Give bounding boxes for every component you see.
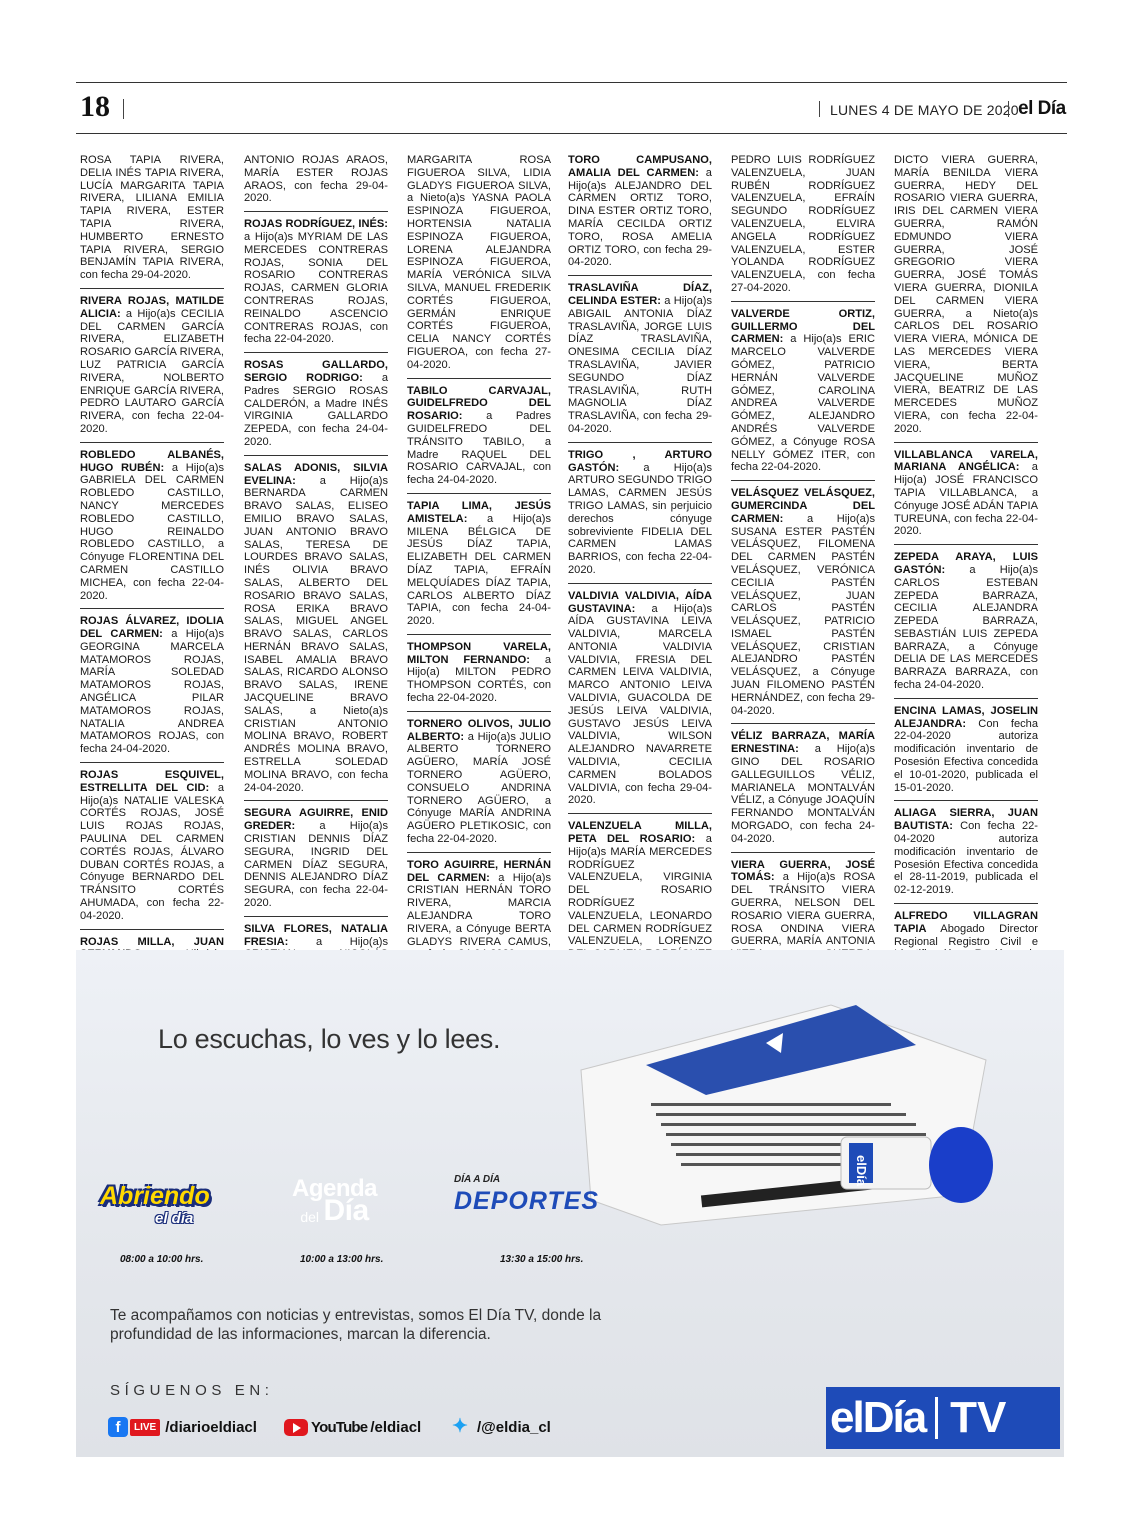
newspaper-logo: el Día	[1018, 98, 1066, 119]
youtube-handle: /eldiacl	[370, 1418, 422, 1436]
notice-text: a Hijo(a)s GINO DEL ROSARIO GALLEGUILLOS VÉLIZ, MARIANELA MONTALVÁN VÉLIZ, a Cónyuge JOAQUÍN FERNANDO MONTALVÁN MORGADO, con fecha 24-04-2020.	[731, 743, 875, 845]
show-3-pretitle: DÍA A DÍA	[454, 1174, 501, 1185]
notice-entry	[407, 154, 551, 379]
notice-deceased-name: SALAS ADONIS, SILVIA EVELINA:	[244, 461, 388, 487]
notice-entry	[894, 449, 1038, 546]
notice-deceased-name: ENCINA LAMAS, JOSELIN ALEJANDRA:	[894, 704, 1038, 730]
twitter-handle: /@eldia_cl	[477, 1418, 551, 1436]
notice-entry	[244, 359, 388, 456]
eldia-tv-advertisement	[76, 950, 1064, 1457]
header-separator	[1008, 101, 1009, 117]
notice-entry	[244, 807, 388, 916]
youtube-link[interactable]	[284, 1417, 421, 1437]
show-2-title-c: Día	[323, 1194, 369, 1227]
notice-text: a Hijo(a)s CRISTIAN HERNÁN TORO RIVERA, MARCIA ALEJANDRA TORO RIVERA, a Cónyuge BERTA GLADYS RIVERA CAMUS,	[407, 871, 551, 948]
issue-date: LUNES 4 DE MAYO DE 2020	[830, 102, 1019, 118]
notice-deceased-name: TABILO CARVAJAL, GUIDELFREDO DEL ROSARIO:	[407, 384, 551, 423]
facebook-handle: /diarioeldiacl	[165, 1418, 257, 1436]
notice-deceased-name: RIVERA ROJAS, MATILDE ALICIA:	[80, 294, 224, 320]
mic-label: elDía	[854, 1155, 869, 1187]
notice-text: a Hijo(a)s ROSA DEL TRÁNSITO VIERA GUERRA, NELSON DEL ROSARIO VIERA GUERRA, ROSA ONDINA VIERA GUERRA, MARÍA ANTONIA	[731, 871, 875, 948]
notice-text: a Hijo(a)s	[315, 935, 388, 948]
show-2-title-b: del	[300, 1209, 320, 1225]
notice-entry	[80, 154, 224, 289]
notice-text: a Hijo(a)s BERNARDA CARMEN BRAVO SALAS, ELISEO EMILIO BRAVO SALAS, JUAN ANTONIO BRAVO SALAS, TERESA DE LOURDES BRAVO SALAS, INÉS OLIVIA BRAVO SALAS, ALBERTO DEL ROSARIO BRAVO SALAS, ROSA ERIKA BRAVO SALAS, MIGUEL ANGEL BRAVO SALAS, CARLOS HERNÁN BRAVO SALAS, ISABEL AMALIA BRAVO SALAS, RICARDO ALONSO BRAVO SALAS, IRENE JACQUELINE BRAVO SALAS, a Nieto(a)s CRISTIAN ANTONIO MOLINA BRAVO, ROBERT ANDRÉS MOLINA BRAVO, ESTRELLA SOLEDAD MOLINA BRAVO, con fecha 24-04-2020.	[244, 474, 388, 794]
notice-text: Con fecha 22-04-2020 autoriza modificación inventario de Posesión Efectiva concedida el 28-11-2019, publicada el 02-12-2019.	[894, 820, 1038, 897]
show-1-time: 08:00 a 10:00 hrs.	[120, 1254, 204, 1265]
notice-entry	[80, 769, 224, 930]
tv-logo-divider	[935, 1397, 938, 1439]
notice-deceased-name: ROJAS ÁLVAREZ, IDOLIA DEL CARMEN:	[80, 615, 224, 641]
notice-entry	[80, 615, 224, 763]
notice-entry	[894, 154, 1038, 443]
notice-deceased-name: SEGURA AGUIRRE, ENID GREDER:	[244, 807, 388, 833]
notice-text: a Hijo(a)s NATALIE VALESKA CORTÉS ROJAS, JOSÉ LUIS ROJAS ROJAS, PAULINA DEL CARMEN CORTÉS ROJAS, ÁLVARO DUBAN CORTÉS ROJAS, a Cónyuge BERNARDO DEL TRÁNSITO CORTÉS AHUMADA, con fecha 22-04-2020.	[80, 781, 224, 922]
notice-entry	[568, 449, 712, 584]
notice-column-1	[80, 154, 224, 948]
notice-deceased-name: TORNERO OLIVOS, JULIO ALBERTO:	[407, 717, 551, 743]
notice-column-6	[894, 154, 1038, 948]
notice-deceased-name: ROSAS GALLARDO, SERGIO RODRIGO:	[244, 359, 388, 384]
notice-entry	[80, 295, 224, 443]
show-abriendo-el-dia	[100, 1182, 210, 1227]
notice-deceased-name: VALENZUELA MILLA, PETA DEL ROSARIO:	[568, 820, 712, 846]
notice-text: a Hijo(a)s CARLOS ESTEBAN ZEPEDA BARRAZA, CECILIA ALEJANDRA ZEPEDA BARRAZA, SEBASTIÁN LUIS ZEPEDA BARRAZA, a Cónyuge DELIA DE LAS MERCEDES BARRAZA BARRAZA, con fecha 24-04-2020.	[894, 563, 1038, 692]
notice-text: a Hijo(a)s CECILIA DEL CARMEN GARCÍA RIVERA, ELIZABETH ROSARIO GARCÍA RIVERA, LUZ PATRICIA GARCÍA RIVERA, NOLBERTO ENRIQUE GARCÍA RIVERA, PEDRO LAUTARO GARCÍA RIVERA, con fecha 22-04-2020.	[80, 307, 224, 435]
live-badge: LIVE	[130, 1419, 160, 1436]
notice-entry	[568, 154, 712, 276]
notice-deceased-name: ZEPEDA ARAYA, LUIS GASTÓN:	[894, 551, 1038, 576]
show-3-time: 13:30 a 15:00 hrs.	[500, 1254, 584, 1265]
notice-deceased-name: TORO AGUIRRE, HERNÁN DEL CARMEN:	[407, 858, 551, 884]
notice-entry	[731, 487, 875, 724]
notice-entry	[407, 641, 551, 712]
notice-text: a Hijo(a)s ALEJANDRO DEL CARMEN ORTIZ TORO, DINA ESTER ORTIZ TORO, MARÍA CECILDA ORTIZ TORO, ROSA AMELIA ORTIZ TORO, con fecha 29-04-2020.	[568, 166, 712, 269]
notice-entry	[244, 218, 388, 353]
tv-logo-tv: TV	[950, 1393, 1007, 1442]
facebook-link[interactable]	[108, 1417, 257, 1437]
notice-text: a Hijo(a)s MARÍA MERCEDES RODRÍGUEZ VALENZUELA, VIRGINIA DEL ROSARIO RODRÍGUEZ VALENZUELA, LEONARDO DEL CARMEN RODRÍGUEZ VALENZUELA, LORENZO	[568, 833, 712, 948]
notice-deceased-name: ROJAS RODRÍGUEZ, INÉS:	[244, 218, 388, 231]
twitter-bird-icon: ✦	[452, 1416, 468, 1437]
notice-text: a Hijo(a)s GABRIELA DEL CARMEN ROBLEDO CASTILLO, NANCY MERCEDES ROBLEDO CASTILLO, HUGO REINALDO ROBLEDO CASTILLO, a Cónyuge FLORENTINA DEL CARMEN CASTILLO MICHEA, con fecha 22-04-2020.	[80, 461, 224, 602]
notice-text: a Padres GUIDELFREDO DEL TRÁNSITO TABILO, a Madre RAQUEL DEL ROSARIO CARVAJAL, con fecha 24-04-2020.	[407, 410, 551, 487]
header-separator	[819, 101, 820, 117]
notice-text: Con fecha 22-04-2020 autoriza modificación inventario de Posesión Efectiva concedida el 10-01-2020, publicada el 15-01-2020.	[894, 717, 1038, 794]
youtube-wordmark: YouTube	[311, 1418, 368, 1436]
notice-deceased-name: ROBLEDO ALBANÉS, HUGO RUBÉN:	[80, 448, 224, 474]
facebook-icon: f	[108, 1417, 128, 1437]
ad-tagline: Lo escuchas, lo ves y lo lees.	[158, 1024, 501, 1054]
notice-entry	[731, 308, 875, 481]
notice-text: ROSA TAPIA RIVERA, DELIA INÉS TAPIA RIVERA, LUCÍA MARGARITA TAPIA RIVERA, LILIANA EMILIA TAPIA RIVERA, ESTER TAPIA RIVERA, HUMBERTO ERNESTO TAPIA RIVERA, SERGIO BENJAMÍN TAPIA RIVERA, con fecha 29-04-2020.	[80, 154, 224, 282]
notice-text: a Hijo(a)s GEORGINA MARCELA MATAMOROS ROJAS, MARÍA SOLEDAD MATAMOROS ROJAS, ANGÉLICA PILAR MATAMOROS ROJAS, NATALIA ANDREA MATAMOROS ROJAS, con fecha 24-04-2020.	[80, 628, 224, 756]
notice-deceased-name: VÉLIZ BARRAZA, MARÍA ERNESTINA:	[731, 730, 875, 756]
notice-entry	[894, 705, 1038, 802]
notice-entry	[80, 449, 224, 610]
eldia-tv-logo	[826, 1387, 1060, 1449]
header-separator	[123, 99, 124, 119]
notice-text: a Hijo(a)s MILENA BÉLGICA DE JESÚS DÍAZ TAPIA, ELIZABETH DEL CARMEN DÍAZ TAPIA, EFRAÍN MELQUÍADES DÍAZ TAPIA, CARLOS ALBERTO DÍAZ TAPIA, con fecha 24-04-2020.	[407, 512, 551, 628]
notice-text: a Hijo(a)s ARTURO SEGUNDO TRIGO LAMAS, CARMEN JESÚS TRIGO LAMAS, sin perjuicio derechos cónyuge sobreviviente FIDELIA DEL CARMEN LAMAS BARRIOS, con fecha 22-04-2020.	[568, 461, 712, 576]
notice-text: DICTO VIERA GUERRA, MARÍA BENILDA VIERA GUERRA, HEDY DEL ROSARIO VIERA GUERRA, IRIS DEL CARMEN VIERA GUERRA, RAMÓN EDMUNDO VIERA GUERRA, JOSÉ GREGORIO VIERA GUERRA, JOSÉ TOMÁS VIERA GUERRA, DIONILA DEL CARMEN VIERA GUERRA, a Nieto(a)s CARLOS DEL ROSARIO VIERA VIERA, MÓNICA DE LAS MERCEDES VIERA VIERA, BERTA JACQUELINE MUÑOZ VIERA, BEATRIZ DE LAS MERCEDES MUÑOZ VIERA, con fecha 22-04-2020.	[894, 154, 1038, 435]
notice-text: a Hijo(a)s MYRIAM DE LAS MERCEDES CONTRERAS ROJAS, SONIA DEL ROSARIO CONTRERAS ROJAS, CARMEN GLORIA CONTRERAS ROJAS, REINALDO ASCENCIO CONTRERAS ROJAS, con fecha 22-04-2020.	[244, 230, 388, 346]
header-rule-bottom	[76, 133, 1067, 134]
notice-entry	[894, 551, 1038, 699]
notice-deceased-name: TORO CAMPUSANO, AMALIA DEL CARMEN:	[568, 154, 712, 179]
youtube-icon	[284, 1419, 308, 1436]
notice-deceased-name: ROJAS MILLA, JUAN	[80, 935, 224, 948]
show-3-title: DEPORTES	[454, 1187, 600, 1215]
notice-entry	[407, 500, 551, 635]
notice-deceased-name: VELÁSQUEZ VELÁSQUEZ, GUMERCINDA DEL CARMEN:	[731, 487, 875, 525]
newspaper-microphone-illustration	[531, 985, 991, 1225]
notice-text: a Hijo(a)s JULIO ALBERTO TORNERO AGÜERO, MARÍA JOSÉ TORNERO AGÜERO, CONSUELO ANDRINA TORNERO AGÜERO, a Cónyuge MARÍA ANDRINA AGÜERO PLETIKOSIC, con fecha 22-04-2020.	[407, 730, 551, 846]
header-rule-top	[76, 82, 1067, 83]
show-agenda-del-dia	[292, 1175, 378, 1228]
notice-deceased-name: VIERA GUERRA, JOSÉ TOMÁS:	[731, 858, 875, 884]
notice-column-2	[244, 154, 388, 948]
notice-entry	[894, 807, 1038, 904]
notice-deceased-name: TAPIA LIMA, JESÚS AMISTELA:	[407, 499, 551, 525]
show-1-title: Abriendo	[100, 1182, 210, 1210]
notice-entry	[568, 590, 712, 815]
notice-text: ANTONIO ROJAS ARAOS, MARÍA ESTER ROJAS ARAOS, con fecha 29-04-2020.	[244, 154, 388, 205]
notice-text: a Hijo(a)s ABIGAIL ANTONIA DÍAZ TRASLAVIÑA, JORGE LUIS DÍAZ TRASLAVIÑA, ONESIMA CECILIA DÍAZ TRASLAVIÑA, JAVIER SEGUNDO DÍAZ TRASLAVIÑA, RUTH MAGNOLIA DÍAZ TRASLAVIÑA, con fecha 29-04-2020.	[568, 294, 712, 435]
notice-entry	[244, 462, 388, 802]
page-number: 18	[80, 90, 110, 123]
notice-text: a Hijo(a) JOSÉ FRANCISCO TAPIA VILLABLANCA, a Cónyuge JOSÉ ADÁN TAPIA TUREUNA, con fecha 22-04-2020.	[894, 461, 1038, 538]
notice-text: a Hijo(a)s AÍDA GUSTAVINA LEIVA VALDIVIA, MARCELA ANTONIA VALDIVIA VALDIVIA, FRESIA DEL CARMEN LEIVA VALDIVIA, MARCO ANTONIO LEIVA VALDIVIA, GUACOLDA DE JESÚS LEIVA VALDIVIA, GUSTAVO JESÚS LEIVA VALDIVIA, WILSON ALEJANDRO NAVARRETE VALDIVIA, CECILIA CARMEN BOLADOS VALDIVIA, con fecha 29-04-2020.	[568, 602, 712, 807]
notice-entry	[731, 154, 875, 302]
notice-text: PEDRO LUIS RODRÍGUEZ VALENZUELA, JUAN RUBÉN RODRÍGUEZ VALENZUELA, EFRAÍN SEGUNDO RODRÍGUEZ VALENZUELA, ELVIRA ANGELA RODRÍGUEZ VALENZUELA, ESTER YOLANDA RODRÍGUEZ VALENZUELA, con fecha 27-04-2020.	[731, 154, 875, 294]
show-2-title-a: Agenda	[292, 1175, 378, 1202]
notice-deceased-name: ROJAS ESQUIVEL, ESTRELLITA DEL CID:	[80, 769, 224, 794]
notice-entry	[731, 730, 875, 852]
tv-logo-brand: elDía	[830, 1393, 926, 1442]
notice-deceased-name: TRASLAVIÑA DÍAZ, CELINDA ESTER:	[568, 282, 712, 307]
notice-deceased-name: VALDIVIA VALDIVIA, AÍDA GUSTAVINA:	[568, 589, 712, 615]
follow-label: SÍGUENOS EN:	[110, 1382, 274, 1399]
notice-text: Abogado Director Regional Registro Civil e	[894, 922, 1038, 948]
show-1-subtitle: el día	[155, 1210, 194, 1227]
notice-deceased-name: THOMPSON VARELA, MILTON FERNANDO:	[407, 640, 551, 666]
notice-deceased-name: VALVERDE ORTIZ, GUILLERMO DEL CARMEN:	[731, 307, 875, 346]
notice-deceased-name: TRIGO , ARTURO GASTÓN:	[568, 448, 712, 474]
notice-text: a Hijo(a)s ERIC MARCELO VALVERDE GÓMEZ, PATRICIO HERNÁN VALVERDE GÓMEZ, CAROLINA ANDREA VALVERDE GÓMEZ, ALEJANDRO ANDRÉS VALVERDE GÓMEZ, a Cónyuge ROSA NELLY GÓMEZ ITER, con fecha 22-04-2020.	[731, 333, 875, 474]
notice-text: a Hijo(a)s SUSANA ESTER PASTÉN VELÁSQUEZ, FILOMENA DEL CARMEN PASTÉN VELÁSQUEZ, VERÓNICA CECILIA PASTÉN VELÁSQUEZ, JUAN CARLOS PASTÉN VELÁSQUEZ, PATRICIO ISMAEL PASTÉN VELÁSQUEZ, CRISTIAN ALEJANDRO PASTÉN VELÁSQUEZ, a Cónyuge JUAN FILOMENO PASTÉN HERNÁNDEZ, con fecha 29-04-2020.	[731, 512, 875, 717]
notice-entry	[244, 154, 388, 212]
show-2-time: 10:00 a 13:00 hrs.	[300, 1254, 384, 1265]
notice-deceased-name: ALFREDO VILLAGRAN TAPIA	[894, 910, 1038, 935]
notice-text: a Padres SERGIO ROSAS CALDERÓN, a Madre INÉS VIRGINIA GALLARDO ZEPEDA, con fecha 24-04-2020.	[244, 371, 388, 448]
notice-deceased-name: ALIAGA SIERRA, JUAN BAUTISTA:	[894, 807, 1038, 833]
notice-deceased-name: VILLABLANCA VARELA, MARIANA ANGÉLICA:	[894, 448, 1038, 474]
twitter-link[interactable]	[452, 1417, 551, 1437]
notice-entry	[407, 718, 551, 853]
ad-description: Te acompañamos con noticias y entrevistas, somos El Día TV, donde la profundidad de las informaciones, marcan la diferencia.	[110, 1307, 602, 1343]
notice-deceased-name: SILVA FLORES, NATALIA FRESIA:	[244, 922, 388, 948]
notice-text: a Hijo(a)s CRISTIAN DENNIS DÍAZ SEGURA, INGRID DEL CARMEN DÍAZ SEGURA, DENNIS ALEJANDRO DÍAZ SEGURA, con fecha 22-04-2020.	[244, 820, 388, 910]
show-dia-a-dia-deportes	[454, 1174, 599, 1216]
notice-column-4	[568, 154, 712, 948]
notice-text: MARGARITA ROSA FIGUEROA SILVA, LIDIA GLADYS FIGUEROA SILVA, a Nieto(a)s YASNA PAOLA ESPINOZA FIGUEROA, HORTENSIA NATALIA ESPINOZA FIGUEROA, LORENA ALEJANDRA ESPINOZA FIGUEROA, MARÍA VERÓNICA SILVA SILVA, MANUEL FREDERIK CORTÉS FIGUEROA, GERMÁN ENRIQUE CORTÉS FIGUEROA, CELIA NANCY CORTÉS FIGUEROA, con fecha 27-04-2020.	[407, 154, 551, 371]
notice-text: a Hijo(a) MILTON PEDRO THOMPSON CORTÉS, con fecha 22-04-2020.	[407, 653, 551, 705]
notice-entry	[568, 282, 712, 443]
notice-entry	[407, 385, 551, 494]
notice-column-3	[407, 154, 551, 948]
notice-column-5	[731, 154, 875, 948]
